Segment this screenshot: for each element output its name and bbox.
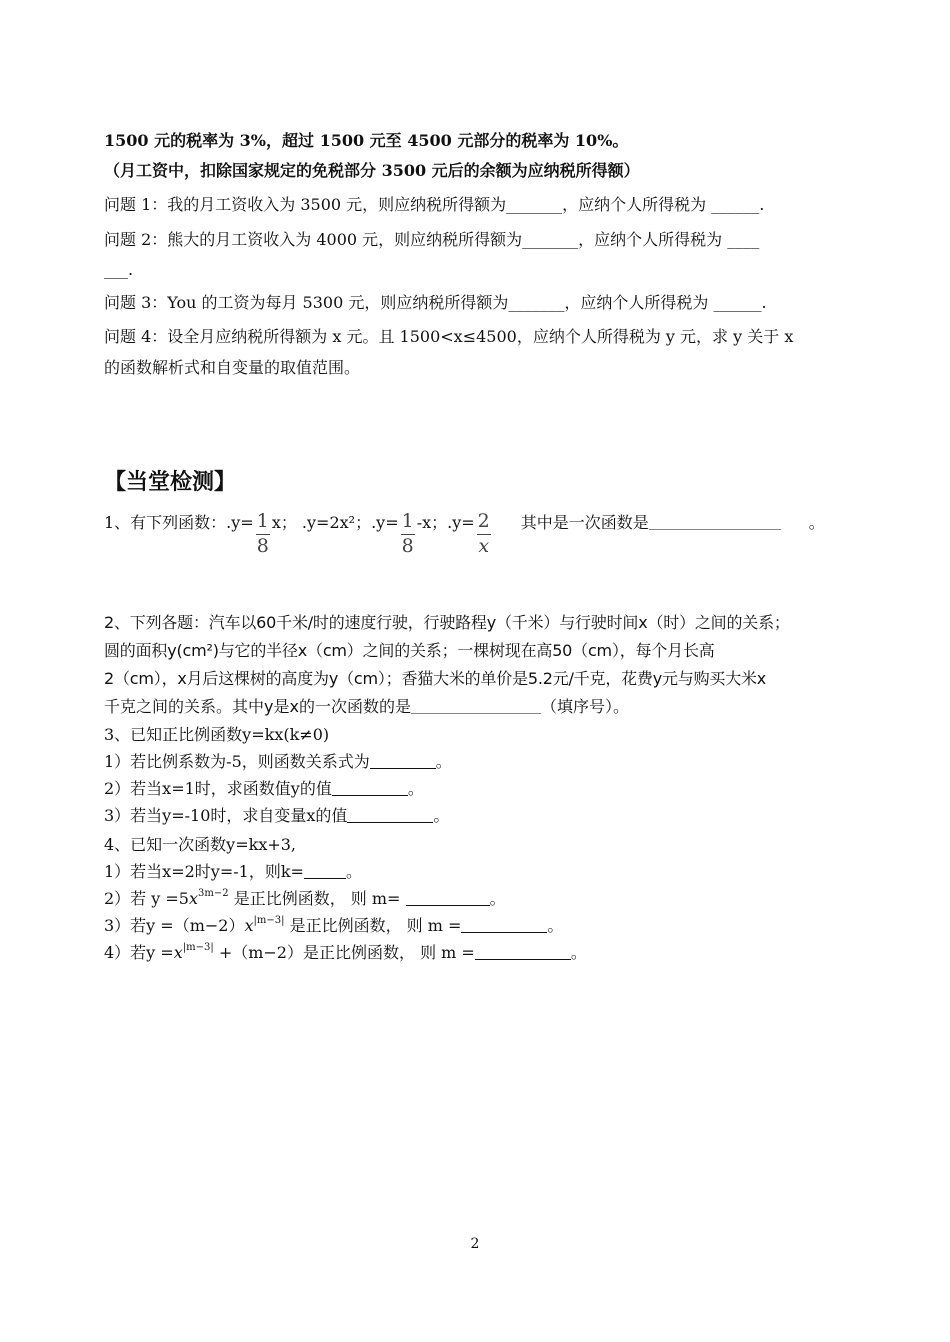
test-4-2: [104, 886, 506, 909]
period: 。: [489, 889, 506, 908]
problem-2-line-2: ___.: [104, 260, 134, 279]
test-4-3-pre: 3）若y =（m−2）: [104, 916, 245, 935]
problem-1: 问题 1：我的月工资收入为 3500 元，则应纳税所得额为_______，应纳个人所得税为 ______.: [104, 195, 765, 214]
test-3: 3、已知正比例函数y=kx(k≠0): [104, 725, 330, 744]
test-4-3-post: 是正比例函数， 则 m =: [289, 916, 462, 935]
test-2-post: （填序号）。: [540, 697, 629, 716]
test-4: 4、已知一次函数y=kx+3,: [104, 835, 297, 854]
answer-blank[interactable]: [475, 945, 571, 960]
answer-blank[interactable]: [347, 808, 433, 823]
fraction-3-num: 2: [477, 510, 490, 533]
answer-blank[interactable]: [461, 918, 547, 933]
test-3-2: [104, 776, 424, 799]
test-2-line-2: 圆的面积y(cm²)与它的半径x（cm）之间的关系；一棵树现在高50（cm），每个月长高: [104, 641, 715, 660]
variable-x: x: [244, 916, 254, 935]
fraction-1-den: 8: [256, 535, 269, 557]
fraction-3-den: x: [478, 535, 490, 557]
problem-4-line-1: 问题 4：设全月应纳税所得额为 x 元。且 1500<x≤4500，应纳个人所得税为 y 元，求 y 关于 x: [104, 327, 794, 346]
period: 。: [435, 752, 452, 771]
period: 。: [407, 779, 424, 798]
page-number: 2: [470, 1236, 480, 1252]
problem-3: 问题 3：You 的工资为每月 5300 元，则应纳税所得额为_______，应纳个人所得税为 ______.: [104, 293, 767, 312]
intro-line-2: （月工资中，扣除国家规定的免税部分 3500 元后的余额为应纳税所得额）: [104, 161, 640, 180]
variable-x: x: [188, 889, 199, 908]
test-4-4-pre: 4）若y =: [104, 943, 174, 962]
test-2-line-4: [104, 694, 629, 717]
fraction-1-num: 1: [256, 510, 269, 533]
test-4-4-post: +（m−2）是正比例函数， 则 m =: [218, 943, 475, 962]
fraction-3: [477, 511, 491, 558]
test-3-1: [104, 749, 452, 772]
variable-x: x: [173, 943, 183, 962]
test-1-end: 。: [808, 513, 825, 532]
exponent: |m−3|: [253, 915, 285, 926]
period: 。: [570, 943, 587, 962]
fraction-1: [256, 511, 270, 558]
exponent: |m−3|: [182, 942, 214, 953]
test-4-2-pre: 2）若 y =5: [104, 889, 189, 908]
test-1-part-3: -x；.y=: [416, 513, 475, 532]
test-2-text: 千克之间的关系。其中y是x的一次函数的是: [104, 697, 411, 716]
test-4-3: [104, 913, 563, 936]
test-4-1-text: 1）若当x=2时y=-1，则k=: [104, 862, 304, 881]
problem-4-line-2: 的函数解析式和自变量的取值范围。: [104, 358, 361, 377]
fraction-2-den: 8: [401, 535, 414, 557]
test-2-line-1: 2、下列各题：汽车以60千米/时的速度行驶，行驶路程y（千米）与行驶时间x（时）之间的关系；: [104, 613, 790, 632]
period: 。: [345, 862, 362, 881]
period: 。: [433, 806, 450, 825]
answer-blank[interactable]: [406, 891, 490, 906]
test-4-2-post: 是正比例函数， 则 m=: [233, 889, 401, 908]
answer-blank[interactable]: [332, 781, 408, 796]
test-3-2-text: 2）若当x=1时，求函数值y的值: [104, 779, 332, 798]
answer-blank[interactable]: [370, 754, 436, 769]
test-1-part-2: x； .y=2x²；.y=: [271, 513, 399, 532]
period: 。: [547, 916, 564, 935]
test-3-3-text: 3）若当y=-10时，求自变量x的值: [104, 806, 348, 825]
test-3-1-text: 1）若比例系数为-5，则函数关系式为: [104, 752, 370, 771]
test-4-1: [104, 859, 362, 882]
section-title: 【当堂检测】: [104, 470, 237, 495]
test-1: [104, 510, 825, 558]
test-3-3: [104, 803, 449, 826]
fraction-2: [401, 511, 415, 558]
answer-blank[interactable]: [304, 864, 346, 879]
intro-line-1: 1500 元的税率为 3%，超过 1500 元至 4500 元部分的税率为 10%。: [104, 131, 629, 150]
answer-blank[interactable]: [411, 699, 541, 714]
test-2-line-3: 2（cm），x月后这棵树的高度为y（cm）；香猫大米的单价是5.2元/千克，花费y元与购买大米x: [104, 669, 767, 688]
fraction-2-num: 1: [401, 510, 414, 533]
test-4-4: [104, 940, 587, 963]
test-1-suffix: 其中是一次函数是: [520, 513, 649, 532]
exponent: 3m−2: [198, 888, 229, 899]
answer-blank[interactable]: [649, 515, 781, 530]
problem-2-line-1: 问题 2：熊大的月工资收入为 4000 元，则应纳税所得额为_______，应纳个人所得税为 ____: [104, 230, 760, 249]
test-1-prefix: 1、有下列函数：.y=: [104, 513, 254, 532]
